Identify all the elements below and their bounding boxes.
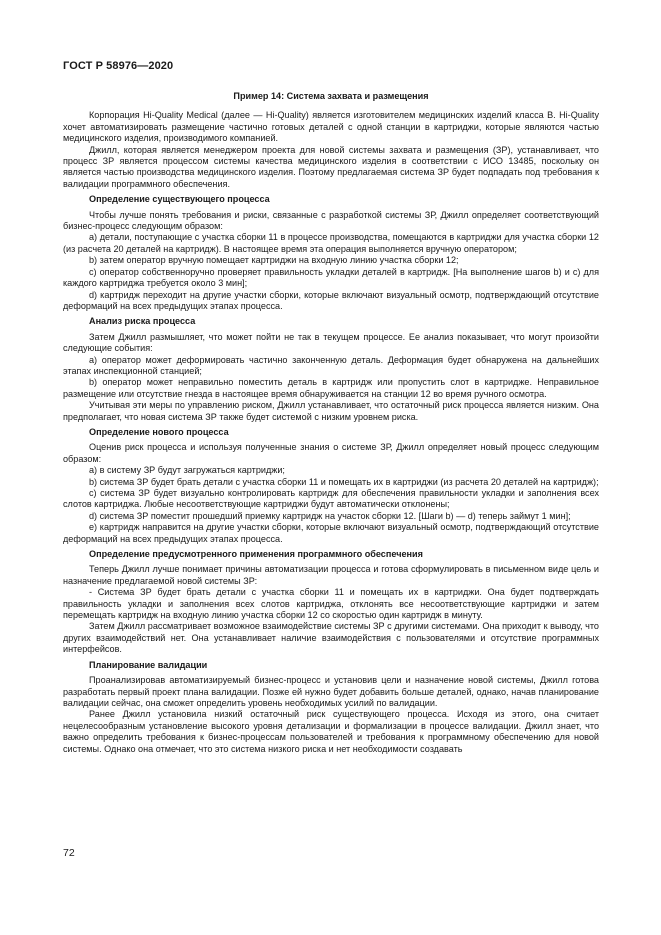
section-paragraph: с) оператор собственноручно проверяет правильность укладки деталей в картридж. [На выполнение шагов b) и с) для каждого картриджа требуется около 3 мин]; [63,266,599,289]
section-heading: Определение предусмотренного применения программного обеспечения [89,549,423,560]
section-paragraph: с) система ЗР будет визуально контролировать картридж для обеспечения правильности укладки и заполнения всех слотов картриджа. Любые несоответствующие картриджи будут автоматически отклонены; [63,488,599,510]
section-paragraph: b) оператор может неправильно поместить деталь в картридж или пропустить слот в картридже. Неправильное размещение или отсутствие гнезда в настоящее время обнаруживается на станции 12 во время ручного осмотра. [63,377,599,399]
section-paragraph: а) оператор может деформировать частично законченную деталь. Деформация будет обнаружена на дальнейших этапах инспекционной станцией; [63,354,599,376]
section-paragraph: а) детали, поступающие с участка сборки 11 в процессе производства, помещаются в картриджи для участка сборки 12 (из расчета 20 деталей на картридж). В настоящее время эта операция выполняется вручную оператором; [63,232,599,254]
page-number: 72 [63,847,75,859]
standard-header: ГОСТ Р 58976—2020 [63,60,174,72]
section-paragraph: - Система ЗР будет брать детали с участка сборки 11 и помещать их в картриджи. Она будет подтверждать правильность укладки и заполнения всех слотов картриджа, отклонять все несоответствующие картриджи и затем перемещать картридж на входную линию участка сборки 12 со скоростью один картридж в минуту. [63,587,599,621]
section-paragraph: Затем Джилл размышляет, что может пойти не так в текущем процессе. Ее анализ показывает, что могут произойти следующие события: [63,331,599,354]
section-paragraph: Затем Джилл рассматривает возможное взаимодействие системы ЗР с другими системами. Она приходит к выводу, что других взаимодействий нет. Она устанавливает наличие взаимодействия с пользователями и отсутствие программных интерфейсов. [63,621,599,655]
section-paragraph: Проанализировав автоматизируемый бизнес-процесс и установив цели и назначение новой системы, Джилл готова разработать первый проект плана валидации. Позже ей нужно будет добавить больше деталей, однако, начав планирование валидации сейчас, она сможет определить уровень необходимых усилий по валидации. [63,675,599,708]
section-paragraph: Ранее Джилл установила низкий остаточный риск существующего процесса. Исходя из этого, она считает нецелесообразным установление высокого уровня детализации и формализации в процессе валидации. Джилл знает, что важно определить требования к бизнес-процессам пользователей и требования к программному обеспечению для новой системы. Однако она отмечает, что это система низкого риска и нет необходимости создавать [63,709,599,754]
section-paragraph: b) система ЗР будет брать детали с участка сборки 11 и помещать их в картриджи (из расчета 20 деталей на картридж); [89,476,599,487]
section-paragraph: Оценив риск процесса и используя полученные знания о системе ЗР, Джилл определяет новый процесс следующим образом: [63,442,599,464]
section-paragraph: d) система ЗР поместит прошедший приемку картридж на участок сборки 12. [Шаги b) — d) теперь займут 1 мин]; [89,510,571,521]
intro-paragraph: Корпорация Hi-Quality Medical (далее — Hi-Quality) является изготовителем медицинских изделий класса В. Hi-Quality хочет автоматизировать размещение частично готовых деталей с одной станции в картриджи, которые являются частью медицинского изделия, производимого компанией. [63,110,599,144]
section-paragraph: d) картридж переходит на другие участки сборки, которые включают визуальный осмотр, подтверждающий отсутствие деформаций на всех предыдущих этапах процесса. [63,289,599,311]
section-paragraph: Учитывая эти меры по управлению риском, Джилл устанавливает, что остаточный риск процесса является низким. Она предполагает, что новая система ЗР также будет системой с низким уровнем риска. [63,400,599,422]
intro-paragraph: Джилл, которая является менеджером проекта для новой системы захвата и размещения (ЗР), устанавливает, что процесс ЗР является процессом системы качества медицинского изделия в соответствии с ИСО 13485, поскольку он является частью производства медицинского изделия. Поэтому предлагаемая система ЗР будет подпадать под требования к валидации программного обеспечения. [63,144,599,189]
section-paragraph: Теперь Джилл лучше понимает причины автоматизации процесса и готова сформулировать в письменном виде цель и назначение предлагаемой новой системы ЗР: [63,564,599,586]
page-content [63,91,599,755]
section-heading: Определение нового процесса [89,426,229,437]
section-paragraph: Чтобы лучше понять требования и риски, связанные с разработкой системы ЗР, Джилл определяет соответствующий бизнес-процесс следующим образом: [63,209,599,232]
section-heading: Планирование валидации [89,659,208,670]
section-heading: Анализ риска процесса [89,316,196,327]
section-heading: Определение существующего процесса [89,194,270,205]
section-paragraph: b) затем оператор вручную помещает картриджи на входную линию участка сборки 12; [89,255,459,266]
section-paragraph: е) картридж направится на другие участки сборки, которые включают визуальный осмотр, подтверждающий отсутствие деформаций на всех предыдущих этапах процесса. [63,522,599,544]
section-paragraph: а) в систему ЗР будут загружаться картриджи; [89,465,285,476]
example-title: Пример 14: Система захвата и размещения [233,91,429,101]
